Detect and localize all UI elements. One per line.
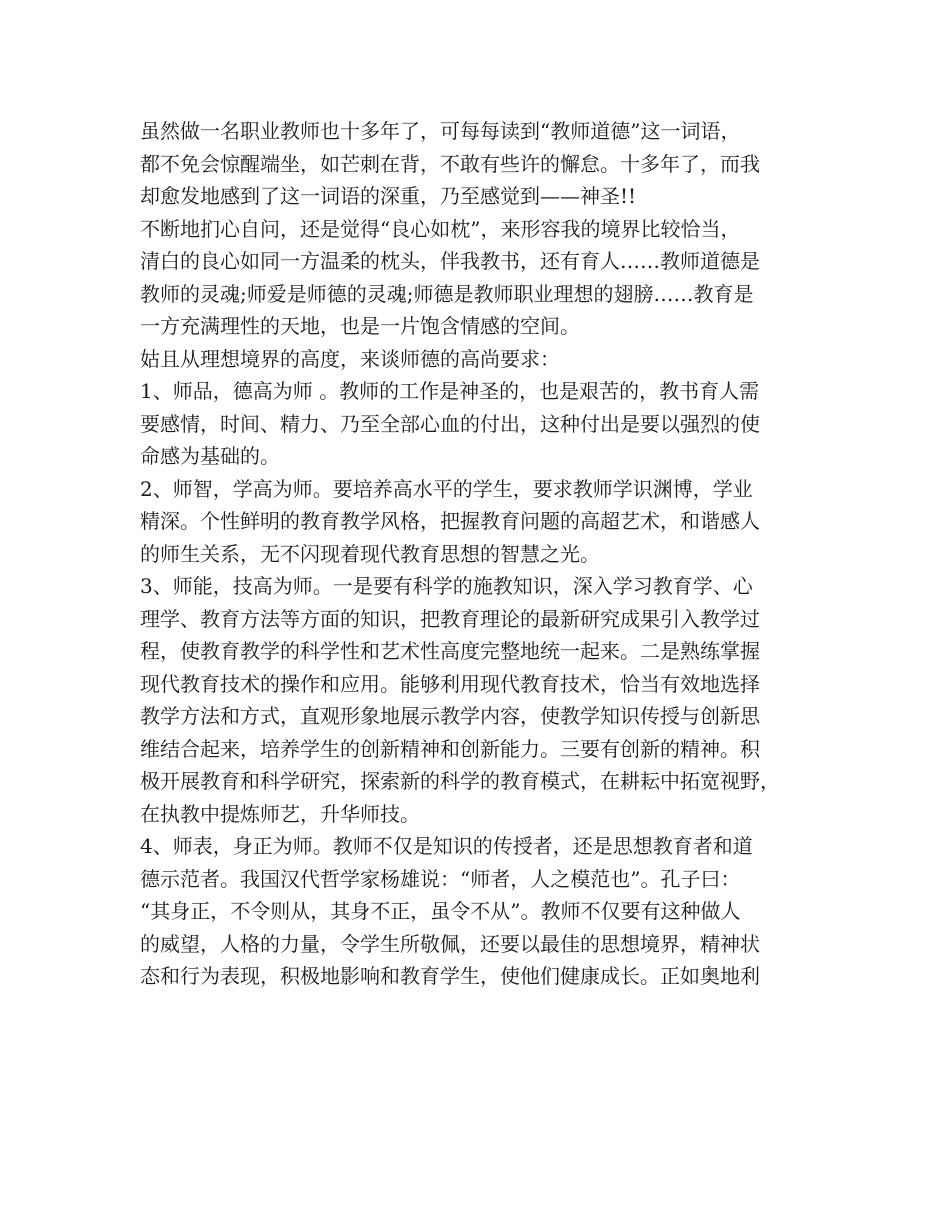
text-line: 的师生关系，无不闪现着现代教育思想的智慧之光。: [140, 541, 600, 566]
text-line: 命感为基础的。: [140, 444, 280, 468]
text-line: “其身正，不令则从，其身不正，虽令不从”。教师不仅要有这种做人: [140, 899, 741, 923]
text-line: 理学、教育方法等方面的知识，把教育理论的最新研究成果引入教学过: [140, 606, 760, 631]
text-line: 极开展教育和科学研究，探索新的科学的教育模式，在耕耘中拓宽视野，: [140, 769, 780, 793]
text-line: 清白的良心如同一方温柔的枕头，伴我教书，还有育人……教师道德是: [140, 249, 760, 273]
text-line: 德示范者。我国汉代哲学家杨雄说：“师者，人之模范也”。孔子曰：: [140, 866, 741, 891]
document-body: [140, 115, 830, 993]
text-line: 在执教中提炼师艺，升华师技。: [140, 801, 420, 826]
text-line: 姑且从理想境界的高度，来谈师德的高尚要求：: [140, 346, 560, 371]
text-line: 3、师能，技高为师。一是要有科学的施教知识，深入学习教育学、心: [140, 574, 753, 598]
text-line: 教师的灵魂;师爱是师德的灵魂;师德是教师职业理想的翅膀……教育是: [140, 281, 754, 306]
text-line: 1、师品，德高为师 。教师的工作是神圣的，也是艰苦的，教书育人需: [140, 379, 760, 403]
text-line: 一方充满理性的天地，也是一片饱含情感的空间。: [140, 314, 580, 338]
text-line: 态和行为表现，积极地影响和教育学生，使他们健康成长。正如奥地利: [140, 964, 760, 988]
text-line: 教学方法和方式，直观形象地展示教学内容，使教学知识传授与创新思: [140, 704, 760, 728]
text-line: 2、师智，学高为师。要培养高水平的学生，要求教师学识渊博，学业: [140, 476, 753, 501]
text-line: 精深。个性鲜明的教育教学风格，把握教育问题的高超艺术，和谐感人: [140, 509, 760, 533]
text-line: 虽然做一名职业教师也十多年了，可每每读到“教师道德”这一词语，: [140, 119, 741, 143]
text-line: 维结合起来，培养学生的创新精神和创新能力。三要有创新的精神。积: [140, 736, 760, 761]
text-line: 的威望，人格的力量，令学生所敬佩，还要以最佳的思想境界，精神状: [140, 931, 760, 956]
text-line: 4、师表，身正为师。教师不仅是知识的传授者，还是思想教育者和道: [140, 834, 753, 858]
text-line: 要感情，时间、精力、乃至全部心血的付出，这种付出是要以强烈的使: [140, 411, 760, 436]
text-line: 都不免会惊醒端坐，如芒刺在背，不敢有些许的懈怠。十多年了，而我: [140, 151, 760, 176]
text-line: 不断地扪心自问，还是觉得“良心如枕”，来形容我的境界比较恰当，: [140, 216, 741, 241]
text-line: 程，使教育教学的科学性和艺术性高度完整地统一起来。二是熟练掌握: [140, 639, 760, 663]
text-line: 现代教育技术的操作和应用。能够利用现代教育技术，恰当有效地选择: [140, 671, 760, 696]
text-line: 却愈发地感到了这一词语的深重，乃至感觉到——神圣!!: [140, 184, 637, 208]
